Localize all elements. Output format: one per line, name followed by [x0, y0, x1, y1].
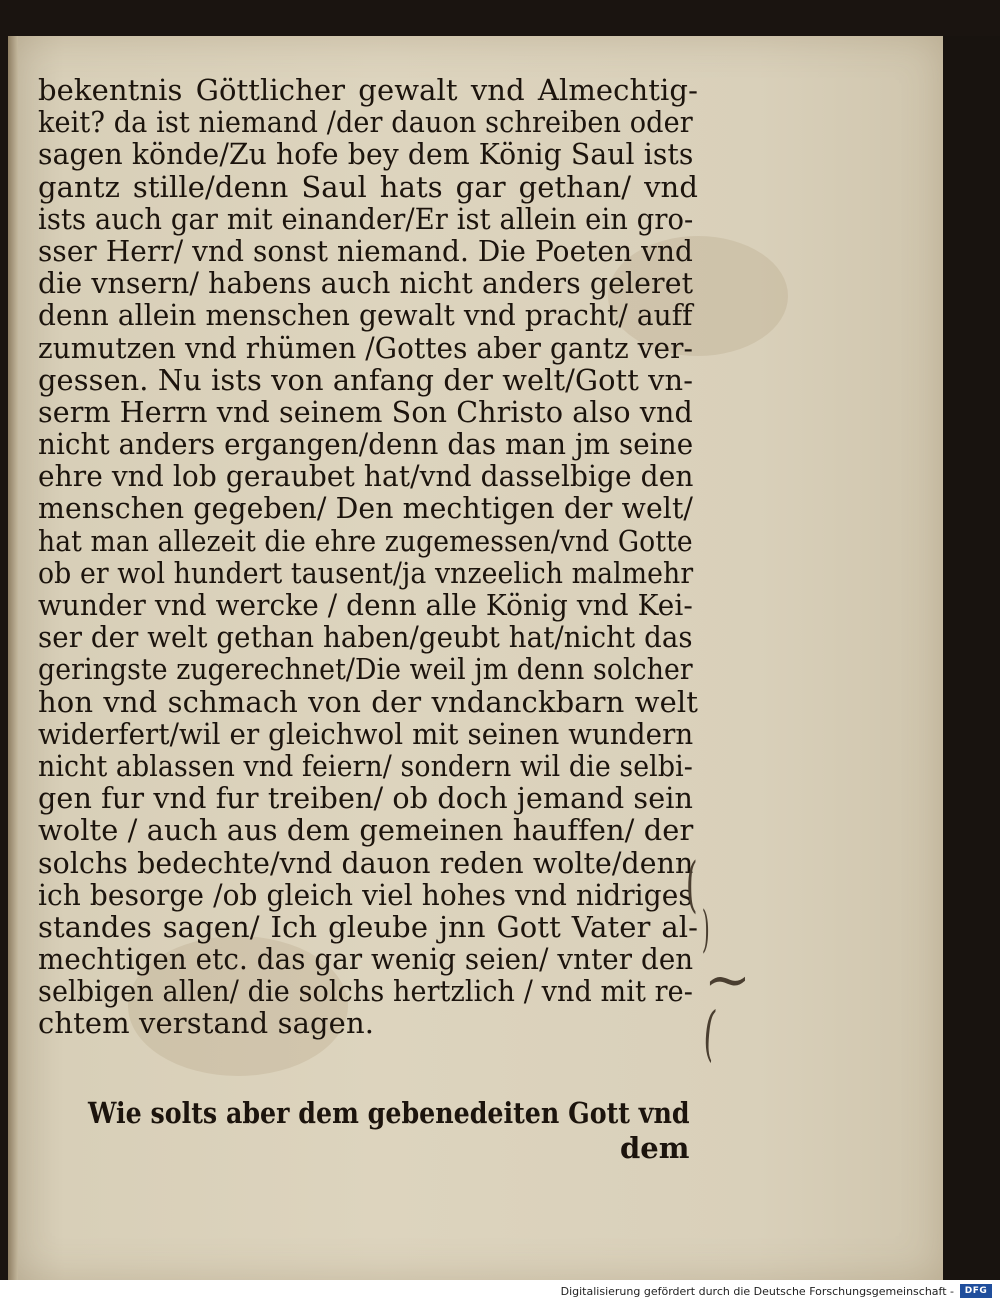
book-page: [8, 36, 943, 1280]
margin-bracket-mark: (: [685, 850, 698, 920]
margin-bracket-mark: ): [701, 900, 710, 958]
text-line: wolte / auch aus dem gemeinen hauffen/ der: [38, 813, 694, 848]
scan-right-border: [943, 36, 1000, 1280]
text-line: gessen. Nu ists von anfang der welt/Gott vn-: [38, 362, 694, 397]
text-line: ob er wol hundert tausent/ja vnzeelich malmehr: [38, 555, 694, 590]
page-closing-line: Wie solts aber dem gebenedeiten Gott vnd: [88, 1096, 690, 1130]
text-line: gen fur vnd fur treiben/ ob doch jemand sein: [38, 781, 693, 816]
text-line: keit? da ist niemand /der dauon schreiben oder: [38, 105, 693, 140]
funding-credit: Digitalisierung gefördert durch die Deutsche Forschungsgemeinschaft -: [560, 1285, 954, 1298]
text-line: ehre vnd lob geraubet hat/vnd dasselbige den: [38, 459, 694, 494]
text-line: sser Herr/ vnd sonst niemand. Die Poeten vnd: [38, 233, 693, 268]
text-line: ich besorge /ob gleich viel hohes vnd nidriges: [38, 877, 693, 912]
text-line: nicht anders ergangen/denn das man jm seine: [38, 427, 694, 462]
text-line: zumutzen vnd rhümen /Gottes aber gantz ver-: [38, 330, 693, 365]
text-line: menschen gegeben/ Den mechtigen der welt/: [38, 491, 694, 526]
text-line: solchs bedechte/vnd dauon reden wolte/denn: [38, 845, 694, 880]
text-line: selbigen allen/ die solchs hertzlich / vnd mit re-: [38, 974, 693, 1009]
text-line: widerfert/wil er gleichwol mit seinen wundern: [38, 716, 694, 751]
text-line: die vnsern/ habens auch nicht anders geleret: [38, 266, 694, 301]
text-line: geringste zugerechnet/Die weil jm denn solcher: [38, 652, 693, 687]
page-gutter-edge: [8, 36, 18, 1280]
text-line: serm Herrn vnd seinem Son Christo also vnd: [38, 394, 693, 429]
text-line: denn allein menschen gewalt vnd pracht/ auff: [38, 298, 693, 333]
text-line: chtem verstand sagen.: [38, 1006, 375, 1041]
catchword: dem: [620, 1131, 690, 1165]
text-line: bekentnis Göttlicher gewalt vnd Almechtig-: [38, 73, 698, 107]
text-line: hat man allezeit die ehre zugemessen/vnd Gotte: [38, 523, 693, 558]
margin-numeral-mark: ~: [704, 948, 751, 1013]
text-line: wunder vnd wercke / denn alle König vnd Kei-: [38, 588, 693, 622]
text-line: nicht ablassen vnd feiern/ sondern wil die selbi-: [38, 748, 693, 783]
text-line: hon vnd schmach von der vndanckbarn welt: [38, 684, 698, 719]
page-body-text: [38, 74, 698, 1040]
text-line: sagen könde/Zu hofe bey dem König Saul ists: [38, 137, 694, 172]
text-line: ists auch gar mit einander/Er ist allein ein gro-: [38, 201, 694, 236]
text-line: ser der welt gethan haben/geubt hat/nicht das: [38, 620, 693, 655]
text-line: gantz stille/denn Saul hats gar gethan/ vnd: [38, 169, 698, 204]
text-line: standes sagen/ Ich gleube jnn Gott Vater al-: [38, 909, 698, 944]
text-line: mechtigen etc. das gar wenig seien/ vnter den: [38, 942, 694, 977]
footer-bar: [0, 1280, 1000, 1303]
dfg-logo: DFG: [960, 1284, 992, 1298]
margin-bracket-mark: (: [700, 996, 719, 1070]
